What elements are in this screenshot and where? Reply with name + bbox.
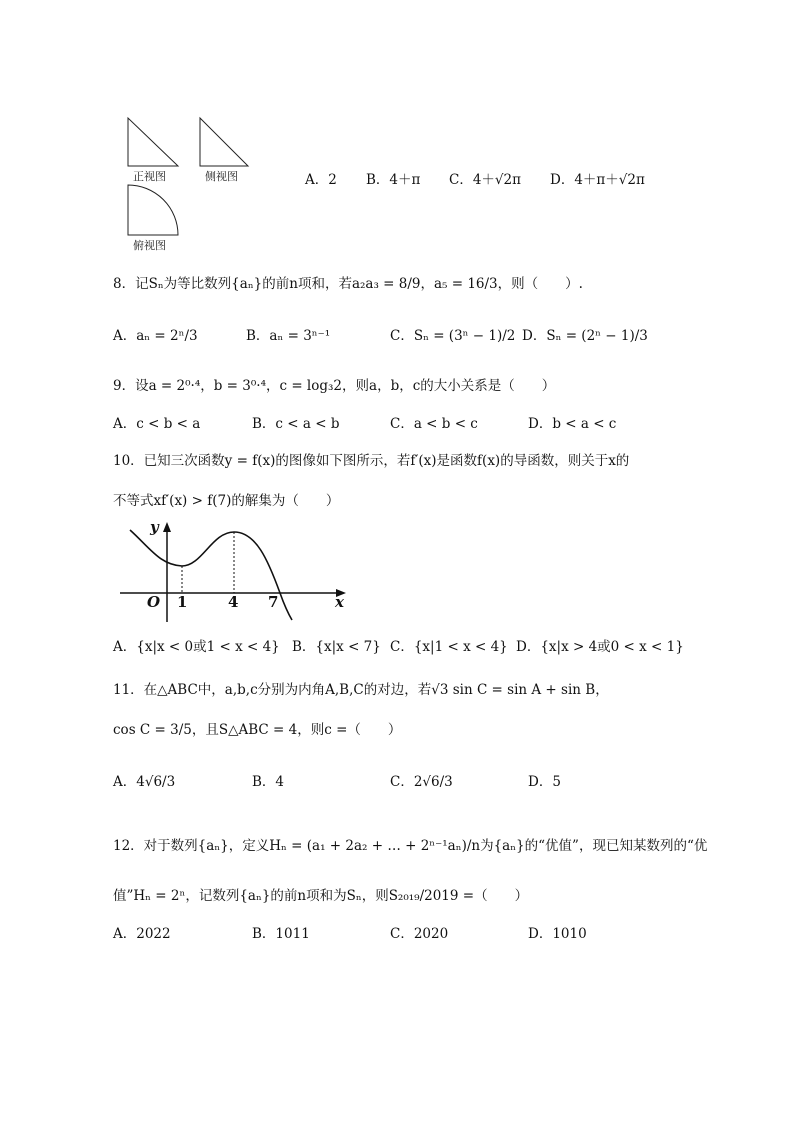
q11-option-b: B．4 — [252, 774, 285, 790]
graph-tick-1: 1 — [177, 593, 188, 611]
q8-option-a: A．aₙ = 2ⁿ/3 — [113, 328, 198, 344]
q7-option-b: B．4＋π — [366, 172, 421, 188]
q12-option-a: A．2022 — [113, 926, 171, 942]
q8-stem: 8．记Sₙ为等比数列{aₙ}的前n项和，若a₂a₃ = 8/9，a₅ = 16/3，则（ ）. — [113, 276, 583, 292]
q9-option-c: C．a < b < c — [390, 416, 478, 432]
q10-option-a: A．{x|x < 0或1 < x < 4} — [113, 639, 280, 655]
q12-option-c: C．2020 — [390, 926, 449, 942]
y-axis-arrow-icon — [163, 522, 171, 532]
graph-origin-label: O — [147, 593, 161, 611]
q10-option-c: C．{x|1 < x < 4} — [390, 639, 508, 655]
q11-stem-line1: 11．在△ABC中，a,b,c分别为内角A,B,C的对边，若√3 sin C = sin A + sin B， — [113, 682, 609, 698]
q7-option-d: D．4＋π＋√2π — [550, 172, 645, 188]
graph-tick-4: 4 — [228, 593, 239, 611]
q9-option-d: D．b < a < c — [528, 416, 617, 432]
graph-tick-7: 7 — [268, 593, 279, 611]
front-view-label: 正视图 — [133, 170, 166, 183]
q7-option-c: C．4＋√2π — [449, 172, 521, 188]
top-view-label: 俯视图 — [133, 239, 166, 252]
q12-option-b: B．1011 — [252, 926, 310, 942]
q9-option-b: B．c < a < b — [252, 416, 340, 432]
q9-stem: 9．设a = 2⁰·⁴，b = 3⁰·⁴，c = log₃2，则a，b，c的大小关系是（ ） — [113, 378, 556, 394]
q8-option-b: B．aₙ = 3ⁿ⁻¹ — [246, 328, 331, 344]
q7-option-a: A．2 — [305, 172, 337, 188]
q12-stem-line1: 12．对于数列{aₙ}，定义Hₙ = (a₁ + 2a₂ + … + 2ⁿ⁻¹aₙ)/n为{aₙ}的“优值”，现已知某数列的“优 — [113, 838, 708, 854]
q10-option-d: D．{x|x > 4或0 < x < 1} — [516, 639, 684, 655]
q12-option-d: D．1010 — [528, 926, 587, 942]
q10-stem-line2: 不等式xf′(x) > f(7)的解集为（ ） — [113, 493, 340, 509]
q11-option-a: A．4√6/3 — [113, 774, 176, 790]
q11-stem-line2: cos C = 3/5，且S△ABC = 4，则c =（ ） — [113, 722, 402, 738]
graph-y-label: y — [150, 518, 159, 536]
side-view-label: 侧视图 — [205, 170, 238, 183]
q12-stem-line2: 值”Hₙ = 2ⁿ，记数列{aₙ}的前n项和为Sₙ，则S₂₀₁₉/2019 =（ ） — [113, 888, 529, 904]
q10-option-b: B．{x|x < 7} — [292, 639, 381, 655]
q10-stem-line1: 10．已知三次函数y = f(x)的图像如下图所示，若f′(x)是函数f(x)的导函数，则关于x的 — [113, 453, 630, 469]
q11-option-c: C．2√6/3 — [390, 774, 453, 790]
q8-option-c: C．Sₙ = (3ⁿ − 1)/2 — [390, 328, 516, 344]
q9-option-a: A．c < b < a — [113, 416, 201, 432]
graph-x-label: x — [335, 593, 344, 611]
q8-option-d: D．Sₙ = (2ⁿ − 1)/3 — [522, 328, 648, 344]
q11-option-d: D．5 — [528, 774, 561, 790]
